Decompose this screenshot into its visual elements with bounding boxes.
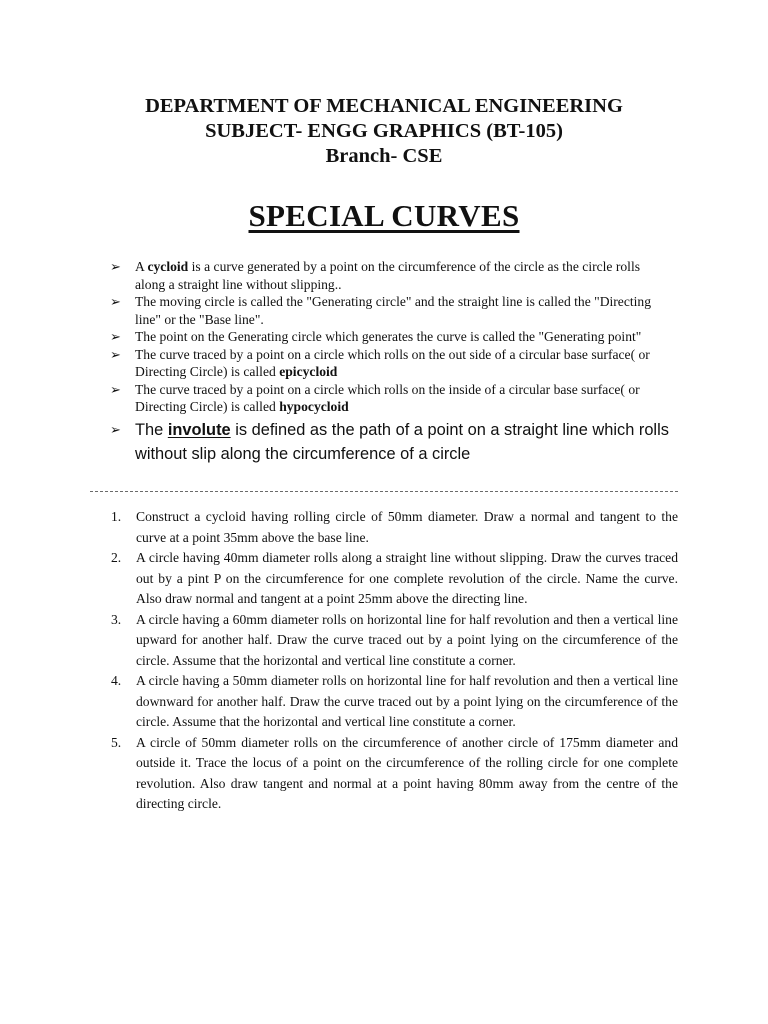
exercise-text: A circle of 50mm diameter rolls on the circumference of another circle of 175mm diameter and outside it. Trace the locus of a point on the circumference of the rolling circle for one complete revolution. Also draw tangent and normal at a point having 80mm away from the centre of the directing circle. — [136, 734, 678, 811]
arrow-bullet-icon: ➢ — [110, 259, 121, 274]
branch-heading: Branch- CSE — [325, 145, 443, 167]
exercise-text: A circle having a 50mm diameter rolls on horizontal line for half revolution and then a vertical line downward for another half. Draw the curve traced out by a point lying on the circumference of the circle. Assume that the horizontal and vertical line constitute a corner. — [136, 673, 678, 729]
exercise-list — [100, 507, 678, 815]
arrow-bullet-icon: ➢ — [110, 381, 121, 397]
document-header — [0, 94, 768, 169]
definition-item: ➢ A cycloid is a curve generated by a point on the circumference of the circle as the circle rolls along a straight line without slipping.. — [110, 259, 641, 292]
exercise-text: Construct a cycloid having rolling circle of 50mm diameter. Draw a normal and tangent to the curve at a point 35mm above the base line. — [136, 509, 678, 545]
definition-item: ➢ The curve traced by a point on a circle which rolls on the out side of a circular base surface( or Directing Circle) is called epicycloid — [110, 346, 650, 379]
exercise-number: 4. — [111, 673, 122, 688]
defined-term: cycloid — [147, 259, 189, 274]
exercise-number: 5. — [111, 734, 122, 750]
department-heading: DEPARTMENT OF MECHANICAL ENGINEERING — [145, 95, 623, 117]
exercise-text: A circle having a 60mm diameter rolls on horizontal line for half revolution and then a vertical line upward for another half. Draw the curve traced out by a point lying on the circumference of the circle. Assume that the horizontal and vertical line constitute a corner. — [136, 611, 678, 668]
dashed-divider — [90, 491, 678, 492]
arrow-bullet-icon: ➢ — [110, 329, 121, 344]
exercise-number: 2. — [111, 550, 122, 565]
exercise-number: 1. — [111, 509, 122, 524]
definition-item: ➢ The moving circle is called the "Generating circle" and the straight line is called the "Directing line" or the "Base line". — [110, 294, 652, 327]
exercise-text: A circle having 40mm diameter rolls along a straight line without slipping. Draw the curves traced out by a pint P on the circumference for one complete revolution of the circle. Name the curve. Also draw normal and tangent at a point 25mm above the directing line. — [136, 550, 678, 606]
definitions-list — [110, 258, 670, 466]
page-title: SPECIAL CURVES — [248, 198, 520, 233]
definition-item: ➢ The curve traced by a point on a circle which rolls on the inside of a circular base surface( or Directing Circle) is called hypocycloid — [110, 381, 640, 414]
subject-heading: SUBJECT- ENGG GRAPHICS (BT-105) — [205, 120, 563, 142]
defined-term: epicycloid — [279, 364, 338, 379]
exercise-item — [100, 610, 678, 672]
definition-item: ➢ The point on the Generating circle which generates the curve is called the "Generating point" — [110, 329, 642, 344]
definition-item-involute: ➢ The involute is defined as the path of a point on a straight line which rolls without slip along the circumference of a circle — [110, 418, 670, 466]
exercise-item — [100, 548, 678, 610]
arrow-bullet-icon: ➢ — [110, 294, 121, 309]
exercise-item — [100, 733, 678, 815]
arrow-bullet-icon: ➢ — [110, 346, 121, 362]
defined-term: hypocycloid — [279, 399, 349, 414]
exercise-item — [100, 671, 678, 733]
exercise-item — [100, 507, 678, 548]
defined-term: involute — [167, 420, 231, 439]
exercise-number: 3. — [111, 611, 122, 627]
arrow-bullet-icon: ➢ — [110, 421, 121, 437]
